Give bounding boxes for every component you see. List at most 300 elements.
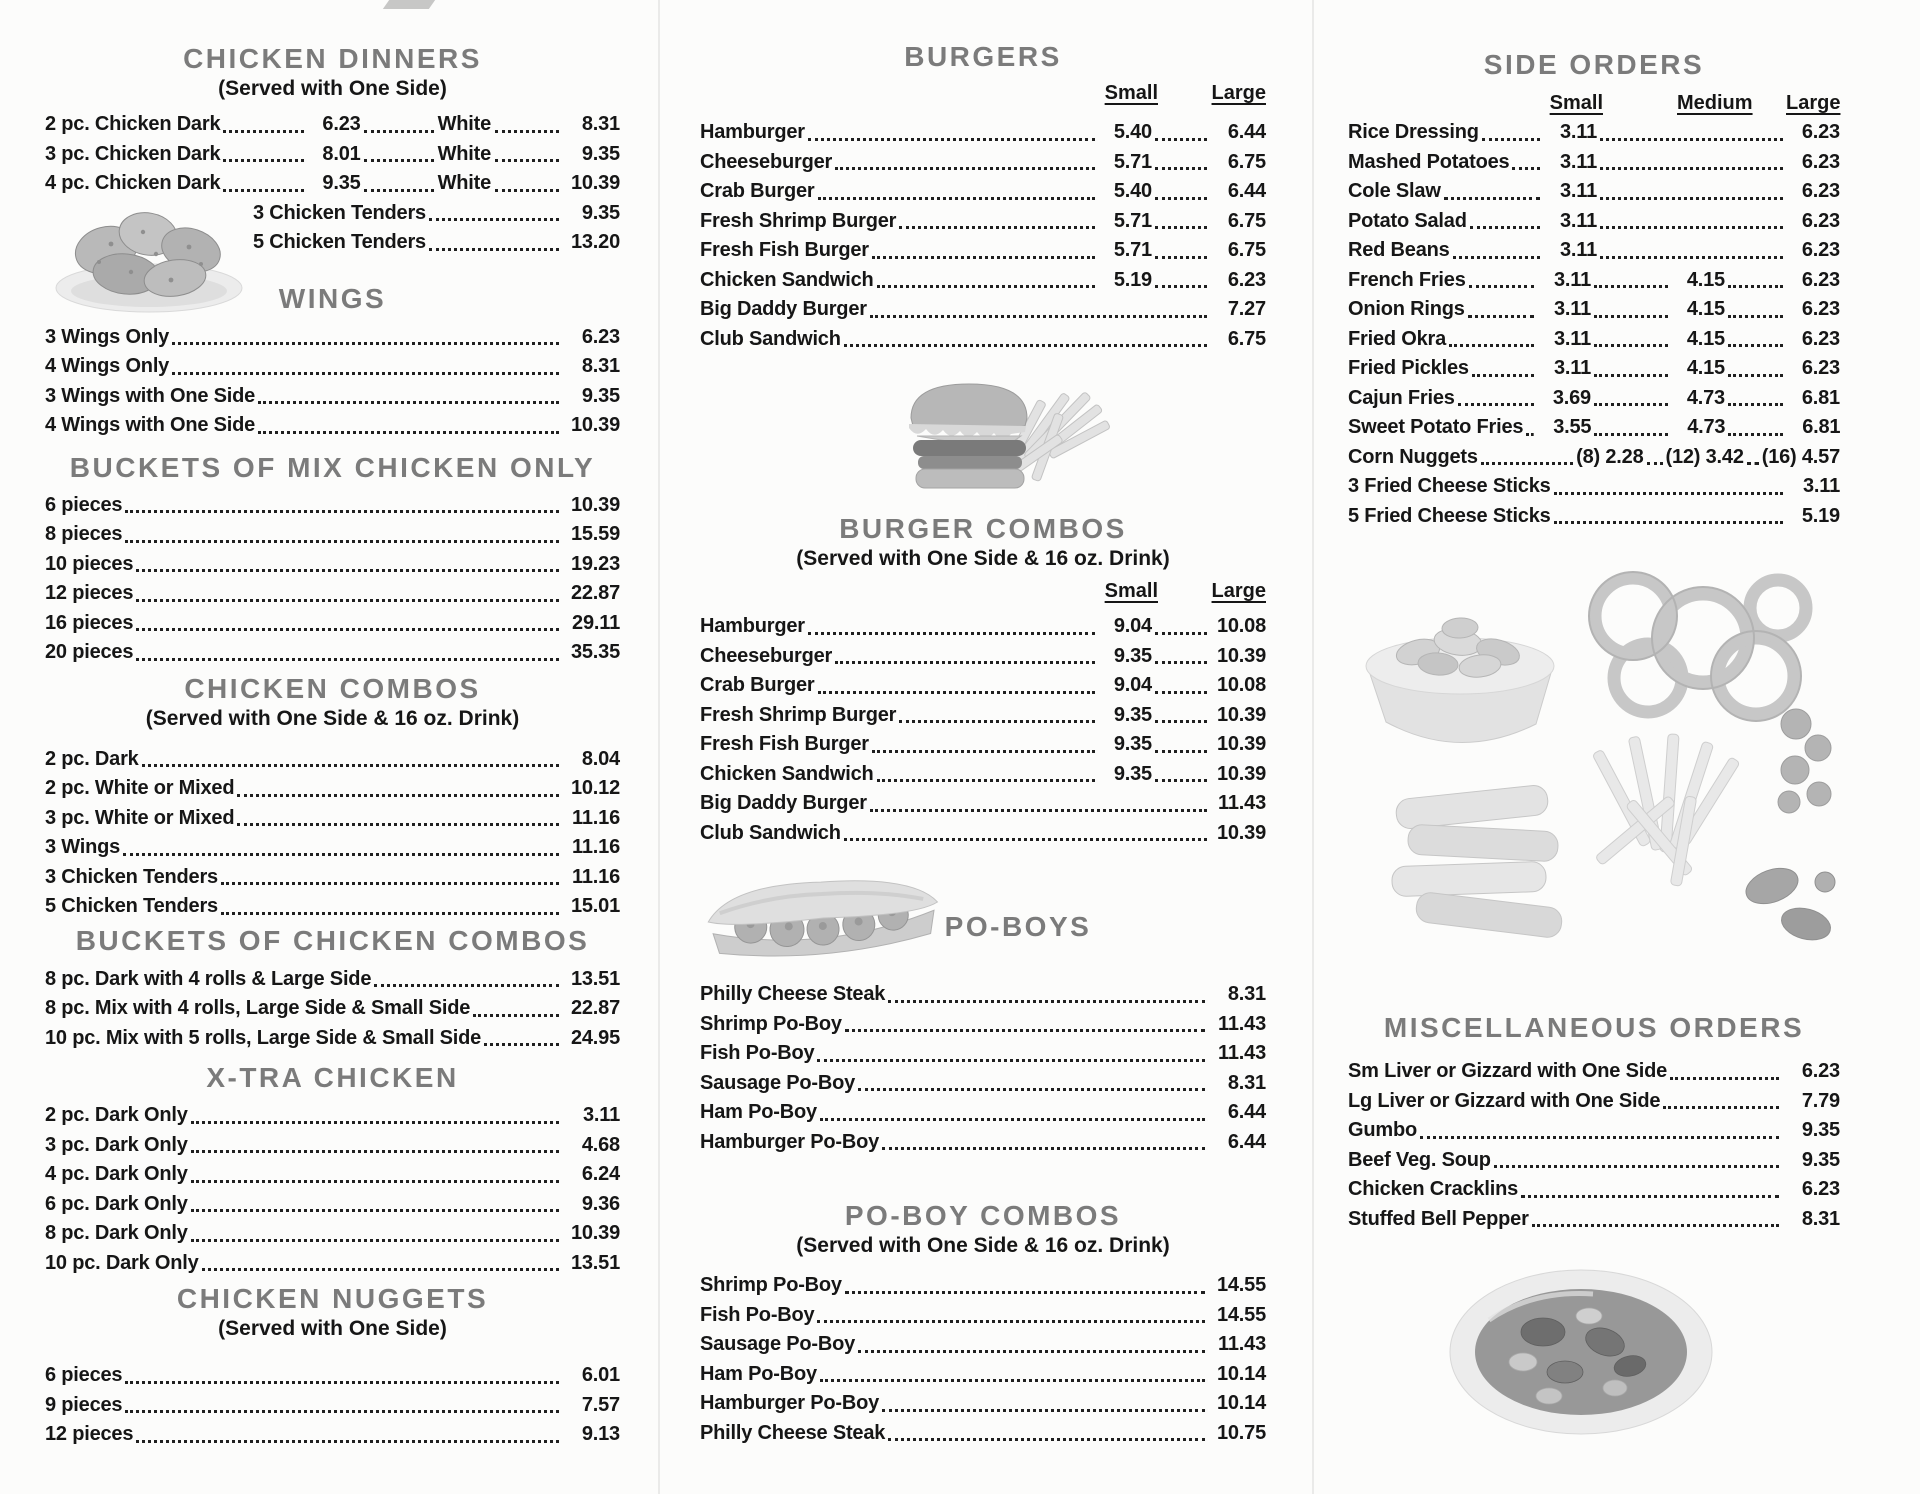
- item-price-small: 3.11: [1553, 268, 1591, 291]
- item-price: 6.01: [581, 1364, 620, 1386]
- menu-item: [1348, 1205, 1840, 1235]
- size-header: [1348, 90, 1840, 116]
- item-name: Lg Liver or Gizzard with One Side: [1348, 1089, 1661, 1112]
- menu-item: [1348, 177, 1840, 207]
- item-price-medium: 4.15: [1686, 327, 1725, 350]
- item-price-small: 3.11: [1559, 150, 1597, 173]
- dot-leader: [1532, 1224, 1779, 1227]
- menu-item: [45, 965, 620, 995]
- menu-item: [700, 671, 1266, 701]
- menu-item: [700, 1271, 1266, 1301]
- menu-item: [700, 1419, 1266, 1449]
- dot-leader: [877, 285, 1095, 288]
- menu-item: [45, 1361, 620, 1391]
- menu-item: [45, 1160, 620, 1190]
- dot-leader: [1554, 492, 1783, 495]
- item-price-large: 5.19: [1801, 504, 1840, 527]
- item-price-large: 7.27: [1227, 298, 1266, 320]
- item-price-large: 6.23: [1801, 150, 1840, 173]
- section-rows: [1348, 118, 1840, 531]
- section-buckets-combos: [45, 926, 620, 1054]
- menu-item: [700, 295, 1266, 325]
- item-name: Hamburger: [700, 121, 805, 143]
- dot-leader: [882, 1409, 1205, 1412]
- dot-leader: [820, 1118, 1205, 1121]
- menu-item: [1348, 118, 1840, 148]
- item-price-large: 6.23: [1801, 180, 1840, 202]
- item-name: 3 pc. White or Mixed: [45, 806, 235, 829]
- item-price: 7.57: [581, 1393, 620, 1416]
- dot-leader: [1663, 1106, 1779, 1109]
- dot-leader: [136, 569, 559, 572]
- menu-item: [700, 642, 1266, 672]
- item-price-dark: 9.35: [322, 172, 361, 194]
- item-name: Onion Rings: [1348, 298, 1465, 320]
- dot-leader: [1594, 344, 1668, 347]
- menu-item: [1348, 295, 1840, 325]
- item-name: Fresh Shrimp Burger: [700, 209, 897, 232]
- section-chicken-combos: [45, 674, 620, 922]
- dot-leader: [1155, 167, 1207, 170]
- section-po-boy-combos: [700, 1201, 1266, 1448]
- dot-leader: [870, 809, 1207, 812]
- item-price-large: 6.23: [1801, 209, 1840, 232]
- dot-leader: [136, 628, 559, 631]
- menu-item: [1348, 354, 1840, 384]
- menu-item: [1348, 1087, 1840, 1117]
- item-price-large: 6.81: [1801, 386, 1840, 409]
- menu-item: [700, 1330, 1266, 1360]
- item-price-medium: 4.15: [1686, 298, 1725, 320]
- menu-item: [700, 207, 1266, 237]
- menu-item: [700, 1360, 1266, 1390]
- section-rows: [45, 745, 620, 922]
- dot-leader: [817, 1059, 1205, 1062]
- item-price-medium: 4.73: [1686, 386, 1725, 409]
- item-price: 19.23: [570, 552, 620, 575]
- dot-leader: [1647, 462, 1663, 465]
- size-header-gap: [1158, 578, 1210, 604]
- dot-leader: [172, 342, 559, 345]
- dot-leader: [1472, 374, 1534, 377]
- dot-leader: [888, 1438, 1205, 1441]
- dot-leader: [1600, 197, 1783, 200]
- menu-item: [700, 1389, 1266, 1419]
- item-name: 4 Wings with One Side: [45, 414, 256, 436]
- dot-leader: [870, 315, 1207, 318]
- item-price: 9.35: [581, 384, 620, 407]
- item-price-medium: 4.15: [1686, 268, 1725, 291]
- item-name: 8 pc. Dark with 4 rolls & Large Side: [45, 967, 372, 990]
- side-orders-photo: [1348, 556, 1840, 991]
- size-col-small: Small: [1104, 82, 1158, 104]
- item-name: 5 Chicken Tenders: [253, 231, 426, 253]
- dot-leader: [1512, 167, 1540, 170]
- item-name: Club Sandwich: [700, 327, 841, 350]
- menu-item: [1348, 472, 1840, 502]
- dot-leader: [1155, 632, 1207, 635]
- dot-leader: [1444, 197, 1540, 200]
- menu-item: [700, 118, 1266, 148]
- dot-leader: [221, 912, 559, 915]
- dot-leader: [1449, 344, 1534, 347]
- menu-item: [45, 892, 620, 922]
- item-name: Shrimp Po-Boy: [700, 1012, 842, 1035]
- section-title: CHICKEN DINNERS: [183, 43, 482, 74]
- dot-leader: [484, 1043, 559, 1046]
- item-price-small: 5.71: [1113, 209, 1152, 232]
- item-price-large: 6.23: [1227, 268, 1266, 291]
- item-price-small: 3.11: [1553, 357, 1591, 379]
- section-subtitle: (Served with One Side & 16 oz. Drink): [145, 706, 520, 730]
- item-price-white: 10.39: [570, 172, 620, 194]
- item-price: 15.59: [570, 523, 620, 545]
- section-title: BURGERS: [904, 41, 1062, 72]
- item-price-large: 6.81: [1802, 416, 1841, 438]
- item-name: 6 pc. Dark Only: [45, 1192, 188, 1215]
- section-title: SIDE ORDERS: [1483, 49, 1705, 80]
- item-name: Sm Liver or Gizzard with One Side: [1348, 1060, 1668, 1082]
- item-price-large: 10.39: [1216, 821, 1266, 844]
- item-price: 22.87: [570, 997, 620, 1019]
- section-burgers: [700, 42, 1266, 354]
- item-price-white: 9.35: [581, 142, 620, 165]
- item-price-large: 10.08: [1216, 674, 1266, 696]
- item-price-large: 10.39: [1216, 703, 1266, 726]
- dot-leader: [1670, 1077, 1779, 1080]
- item-name: Fried Okra: [1348, 327, 1447, 350]
- section-rows: [700, 612, 1266, 848]
- menu-item: [1348, 1057, 1840, 1087]
- item-price: 4.68: [581, 1133, 620, 1156]
- item-price-small: 3.11: [1553, 327, 1591, 350]
- dot-leader: [191, 1150, 559, 1153]
- item-name: Stuffed Bell Pepper: [1348, 1207, 1529, 1230]
- item-price-large: 6.23: [1801, 268, 1840, 291]
- dot-leader: [221, 882, 559, 885]
- item-price-medium: 4.15: [1686, 357, 1725, 379]
- item-name: Cole Slaw: [1348, 180, 1441, 202]
- item-price-small: 3.11: [1559, 209, 1597, 232]
- menu-item: [700, 1010, 1266, 1040]
- item-price: 15.01: [570, 895, 620, 917]
- item-price: 11.16: [572, 836, 620, 858]
- dot-leader: [364, 189, 434, 192]
- dot-leader: [1728, 315, 1783, 318]
- dot-leader: [1155, 691, 1207, 694]
- menu-item: [1348, 413, 1840, 443]
- dot-leader: [495, 189, 559, 192]
- section-side-orders: [1348, 50, 1840, 531]
- menu-item: [1348, 148, 1840, 178]
- item-price-large: 11.43: [1218, 792, 1266, 814]
- menu-item: [45, 1101, 620, 1131]
- item-price: 8.31: [1801, 1207, 1840, 1230]
- item-price-dark: 8.01: [322, 142, 361, 165]
- dot-leader: [844, 838, 1207, 841]
- item-name: 6 pieces: [45, 1364, 123, 1386]
- item-name: 3 pc. Chicken Dark: [45, 142, 221, 165]
- dot-leader: [125, 1381, 559, 1384]
- dot-leader: [123, 853, 559, 856]
- dot-leader: [191, 1209, 559, 1212]
- dot-leader: [817, 1320, 1205, 1323]
- item-price: 35.35: [570, 641, 620, 663]
- item-name: 5 Fried Cheese Sticks: [1348, 504, 1551, 527]
- item-name: Fresh Fish Burger: [700, 239, 869, 261]
- dot-leader: [223, 130, 303, 133]
- dot-leader: [1155, 256, 1207, 259]
- item-name: Chicken Cracklins: [1348, 1178, 1519, 1200]
- dot-leader: [1458, 403, 1534, 406]
- section-title: BURGER COMBOS: [839, 513, 1127, 544]
- item-price-large: 10.08: [1216, 615, 1266, 637]
- item-name: Cheeseburger: [700, 150, 833, 173]
- item-name: Fish Po-Boy: [700, 1303, 815, 1326]
- menu-item: [45, 833, 620, 863]
- item-price-large: 6.23: [1801, 327, 1840, 350]
- item-name: Potato Salad: [1348, 209, 1467, 232]
- menu-item: [45, 1190, 620, 1220]
- item-name: 3 Wings: [45, 836, 121, 858]
- section-rows: [45, 965, 620, 1054]
- item-price: 10.75: [1216, 1421, 1266, 1444]
- size-header-gap: [1158, 80, 1210, 106]
- item-price: 13.20: [570, 231, 620, 253]
- item-price-small: 5.71: [1113, 150, 1152, 173]
- size-header: [700, 578, 1266, 604]
- dot-leader: [899, 720, 1095, 723]
- item-price: 10.12: [570, 777, 620, 799]
- item-label-white: White: [437, 113, 491, 135]
- dot-leader: [1155, 661, 1207, 664]
- item-name: 2 pc. Dark Only: [45, 1104, 188, 1126]
- dot-leader: [808, 632, 1095, 635]
- item-price-dark: 6.23: [322, 113, 361, 135]
- item-price: 8.31: [1227, 983, 1266, 1005]
- item-price: 6.44: [1227, 1101, 1266, 1123]
- item-name: Mashed Potatoes: [1348, 150, 1510, 173]
- section-rows: [700, 118, 1266, 354]
- item-price: 10.39: [570, 414, 620, 436]
- item-price-small: (8) 2.28: [1576, 445, 1644, 468]
- dot-leader: [1155, 779, 1207, 782]
- item-price: 7.79: [1801, 1089, 1840, 1112]
- item-price: 14.55: [1216, 1274, 1266, 1296]
- item-price: 8.04: [581, 747, 620, 770]
- menu-item: [700, 1301, 1266, 1331]
- dot-leader: [1728, 433, 1783, 436]
- section-subtitle: (Served with One Side & 16 oz. Drink): [796, 547, 1170, 570]
- item-name: Fresh Fish Burger: [700, 733, 869, 755]
- size-col-small: Small: [1104, 580, 1158, 602]
- item-price-small: 3.55: [1553, 416, 1592, 438]
- size-col-small: Small: [1549, 92, 1603, 114]
- item-price: 9.36: [581, 1192, 620, 1215]
- item-price-large: (16) 4.57: [1761, 445, 1840, 468]
- dot-leader: [872, 750, 1095, 753]
- section-rows: [700, 980, 1266, 1157]
- item-price: 10.39: [570, 1222, 620, 1244]
- section-title: CHICKEN NUGGETS: [176, 1283, 489, 1314]
- section-subtitle: (Served with One Side): [218, 1317, 447, 1340]
- fried-chicken-photo: [51, 192, 248, 314]
- item-name: 4 pc. Chicken Dark: [45, 172, 221, 194]
- item-name: Big Daddy Burger: [700, 298, 867, 320]
- dot-leader: [1728, 344, 1783, 347]
- menu-item: [1348, 1116, 1840, 1146]
- dot-leader: [202, 1268, 559, 1271]
- menu-item: [45, 1249, 620, 1279]
- menu-item: [700, 148, 1266, 178]
- column-middle-sections: [700, 42, 1266, 1448]
- dot-leader: [1453, 256, 1540, 259]
- size-col-medium: Medium: [1677, 92, 1753, 114]
- item-name: Red Beans: [1348, 239, 1450, 261]
- dot-leader: [1481, 462, 1573, 465]
- dot-leader: [1594, 374, 1668, 377]
- size-header-gap: [1731, 90, 1786, 116]
- dot-leader: [1155, 720, 1207, 723]
- section-title: BUCKETS OF CHICKEN COMBOS: [75, 924, 590, 956]
- section-title: PO-BOYS: [944, 911, 1092, 942]
- item-name: Hamburger: [700, 615, 805, 637]
- item-label-white: White: [437, 172, 491, 194]
- dot-leader: [845, 1291, 1205, 1294]
- item-name: Crab Burger: [700, 180, 815, 202]
- burger-and-fries-photo: [893, 372, 1110, 512]
- dot-leader: [429, 218, 559, 221]
- item-name: Ham Po-Boy: [700, 1362, 817, 1385]
- item-name: 4 Wings Only: [45, 355, 170, 377]
- dot-leader: [223, 159, 303, 162]
- section-rows: [45, 1101, 620, 1278]
- dot-leader: [899, 226, 1095, 229]
- menu-item: [700, 730, 1266, 760]
- item-name: Cajun Fries: [1348, 386, 1455, 409]
- menu-item: [45, 323, 620, 353]
- menu-item: [45, 1219, 620, 1249]
- dot-leader: [495, 159, 559, 162]
- section-title: CHICKEN COMBOS: [184, 672, 481, 704]
- item-price-large: 6.75: [1227, 327, 1266, 350]
- dot-leader: [1155, 750, 1207, 753]
- item-name: 8 pieces: [45, 523, 123, 545]
- dot-leader: [172, 372, 559, 375]
- dot-leader: [1747, 462, 1759, 465]
- item-price: 10.14: [1216, 1362, 1266, 1385]
- dot-leader: [364, 159, 434, 162]
- dot-leader: [1155, 138, 1207, 141]
- dot-leader: [125, 510, 559, 513]
- item-price-small: 9.04: [1113, 615, 1152, 637]
- item-price-large: 6.75: [1227, 150, 1266, 173]
- item-name: Fried Pickles: [1348, 357, 1469, 379]
- item-price: 14.55: [1216, 1303, 1266, 1326]
- item-name: 3 Wings Only: [45, 325, 170, 348]
- size-header-spacer: [700, 578, 1104, 604]
- item-price: 6.24: [581, 1163, 620, 1185]
- menu-item: [700, 612, 1266, 642]
- item-price-large: 6.23: [1801, 357, 1840, 379]
- menu-item: [1348, 266, 1840, 296]
- menu-item: [700, 701, 1266, 731]
- dot-leader: [1728, 403, 1783, 406]
- dot-leader: [191, 1239, 559, 1242]
- item-name: Fresh Shrimp Burger: [700, 703, 897, 726]
- item-name: Fish Po-Boy: [700, 1042, 815, 1064]
- menu-item: [45, 140, 620, 170]
- dot-leader: [1482, 138, 1540, 141]
- section-burger-combos: [700, 514, 1266, 848]
- item-price: 8.31: [581, 355, 620, 377]
- menu-item: [45, 352, 620, 382]
- fold-line-left: [658, 0, 660, 1494]
- dot-leader: [818, 197, 1096, 200]
- menu-item: [45, 110, 620, 140]
- menu-item: [1348, 502, 1840, 532]
- menu-item: [45, 774, 620, 804]
- item-name: Sausage Po-Boy: [700, 1333, 856, 1355]
- section-title: PO-BOY COMBOS: [844, 1200, 1122, 1231]
- item-price-large: 10.39: [1216, 644, 1266, 667]
- column-middle: [700, 0, 1266, 1448]
- item-name: Crab Burger: [700, 674, 815, 696]
- item-price: 11.43: [1218, 1012, 1266, 1035]
- item-price-small: 9.35: [1113, 644, 1152, 667]
- gumbo-bowl-photo: [1443, 1246, 1720, 1458]
- item-name: 2 pc. Dark: [45, 747, 139, 770]
- dot-leader: [820, 1379, 1205, 1382]
- menu-item: [700, 1098, 1266, 1128]
- item-label-white: White: [437, 142, 491, 165]
- dot-leader: [1600, 167, 1783, 170]
- menu-item: [700, 177, 1266, 207]
- item-price-small: 5.40: [1113, 180, 1152, 202]
- menu-item: [1348, 325, 1840, 355]
- item-name: 8 pc. Mix with 4 rolls, Large Side & Small Side: [45, 997, 471, 1019]
- item-name: Club Sandwich: [700, 821, 841, 844]
- dot-leader: [1594, 433, 1668, 436]
- fold-line-right: [1312, 0, 1314, 1494]
- item-name: 3 Chicken Tenders: [253, 201, 426, 224]
- menu-item: [45, 579, 620, 609]
- dot-leader: [835, 167, 1095, 170]
- dot-leader: [495, 130, 559, 133]
- item-price: 24.95: [570, 1026, 620, 1049]
- item-name: Philly Cheese Steak: [700, 983, 886, 1005]
- menu-item: [45, 411, 620, 441]
- item-name: Beef Veg. Soup: [1348, 1148, 1491, 1171]
- item-name: 10 pc. Dark Only: [45, 1251, 199, 1274]
- dot-leader: [136, 658, 559, 661]
- menu-item: [700, 1039, 1266, 1069]
- item-price: 6.23: [581, 325, 620, 348]
- item-price-large: 6.23: [1801, 239, 1840, 261]
- item-price-small: 5.40: [1113, 121, 1152, 143]
- size-header-spacer: [700, 80, 1104, 106]
- dot-leader: [872, 256, 1095, 259]
- item-price-large: 6.75: [1227, 239, 1266, 261]
- menu-item: [45, 638, 620, 668]
- dot-leader: [125, 540, 559, 543]
- dot-leader: [888, 1000, 1205, 1003]
- menu-item: [700, 760, 1266, 790]
- dot-leader: [1600, 138, 1783, 141]
- dot-leader: [136, 1440, 559, 1443]
- section-subtitle: (Served with One Side & 16 oz. Drink): [796, 1234, 1170, 1257]
- menu-item: [700, 236, 1266, 266]
